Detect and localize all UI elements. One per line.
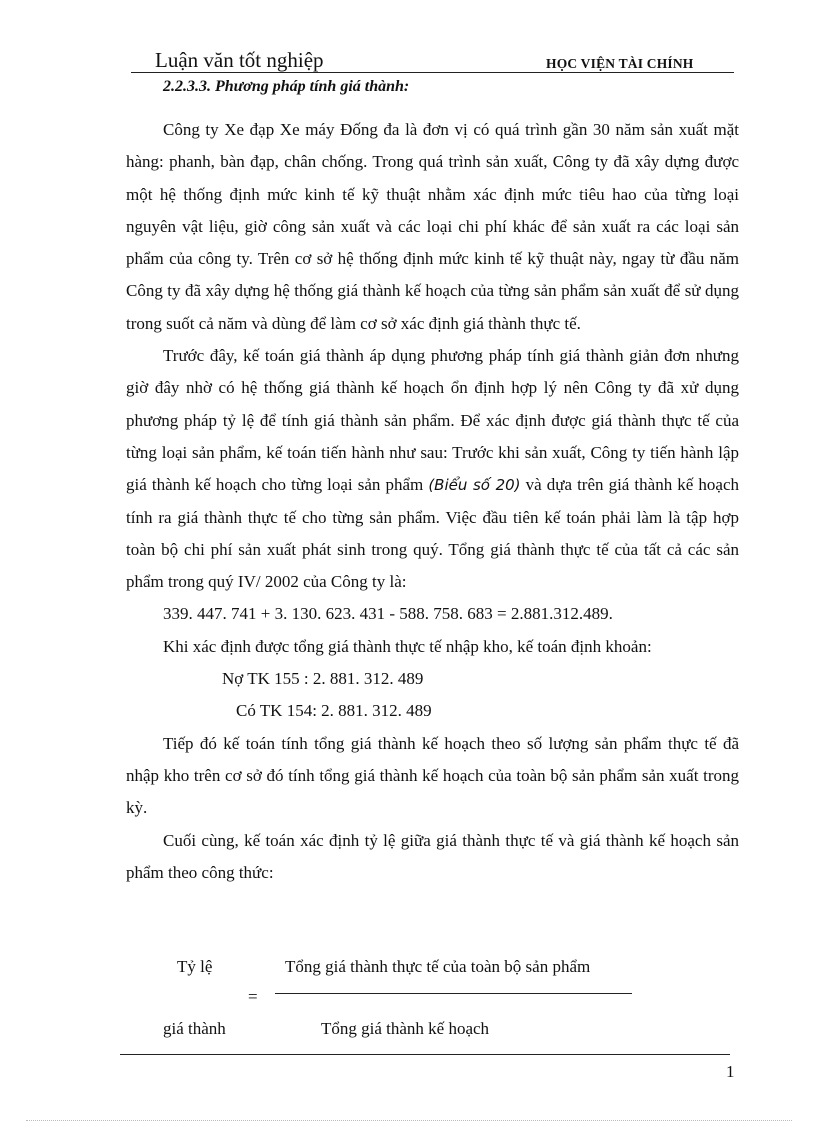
formula-numerator: Tổng giá thành thực tế của toàn bộ sản phẩm bbox=[285, 957, 591, 976]
paragraph-1: Công ty Xe đạp Xe máy Đống đa là đơn vị có quá trình gần 30 năm sản xuất mặt hàng: phanh, bàn đạp, chân chống. Trong quá trình sản xuất, Công ty đã xây dựng được một hệ thống định mức kinh tế kỹ thuật nhằm xác định mức tiêu hao của từng loại nguyên vật liệu, giờ công sản xuất và các loại chi phí khác để sản xuất ra các loại sản phẩm của công ty. Trên cơ sở hệ thống định mức kinh tế kỹ thuật này, ngay từ đầu năm Công ty đã xây dựng hệ thống giá thành kế hoạch của từng sản phẩm sản xuất để sử dụng trong suốt cả năm và dùng để làm cơ sở xác định giá thành thực tế. bbox=[126, 120, 739, 333]
figure-reference: (Biểu số 20) bbox=[428, 476, 521, 495]
header-institution: HỌC VIỆN TÀI CHÍNH bbox=[546, 56, 694, 71]
header-rule bbox=[131, 72, 734, 73]
page-number: 1 bbox=[726, 1062, 735, 1081]
formula-label-top: Tỷ lệ bbox=[177, 957, 213, 976]
section-heading: 2.2.3.3. Phương pháp tính giá thành: bbox=[163, 78, 410, 95]
paragraph-4: Tiếp đó kế toán tính tổng giá thành kế hoạch theo số lượng sản phẩm thực tế đã nhập kho trên cơ sở đó tính tổng giá thành kế hoạch của toàn bộ sản phẩm sản xuất trong kỳ. bbox=[126, 733, 739, 818]
paragraph-2-part-b: và dựa trên giá thành kế hoạch tính ra giá thành thực tế cho từng sản phẩm. Việc đầu tiên kế toán phải làm là tập hợp toàn bộ chi phí sản xuất phát sinh trong quý. Tổng giá thành thực tế của tất cả các sản phẩm trong quý IV/ 2002 của Công ty là: bbox=[126, 475, 740, 592]
footer-rule bbox=[120, 1054, 730, 1055]
paragraph-2 bbox=[126, 340, 739, 598]
paragraph-2-part-a: Trước đây, kế toán giá thành áp dụng phương pháp tính giá thành giản đơn nhưng giờ đây nhờ có hệ thống giá thành kế hoạch ổn định hợp lý nên Công ty đã xử dụng phương pháp tỷ lệ để tính giá thành sản phẩm. Để xác định được giá thành thực tế của từng loại sản phẩm, kế toán tiến hành như sau: Trước khi sản xuất, Công ty tiến hành lập giá thành kế hoạch cho từng loại sản phẩm bbox=[126, 346, 739, 495]
fraction-bar bbox=[275, 993, 632, 994]
journal-entry-debit: Nợ TK 155 : 2. 881. 312. 489 bbox=[222, 669, 424, 689]
header-title: Luận văn tốt nghiệp bbox=[155, 48, 324, 72]
body-text bbox=[126, 114, 739, 889]
paragraph-3: Khi xác định được tổng giá thành thực tế nhập kho, kế toán định khoản: bbox=[163, 636, 652, 656]
formula-denominator: Tổng giá thành kế hoạch bbox=[321, 1019, 490, 1038]
page-edge-dotted-line bbox=[26, 1120, 792, 1121]
journal-entry-credit: Có TK 154: 2. 881. 312. 489 bbox=[236, 701, 432, 721]
calculation-line: 339. 447. 741 + 3. 130. 623. 431 - 588. 758. 683 = 2.881.312.489. bbox=[163, 604, 613, 624]
paragraph-5: Cuối cùng, kế toán xác định tỷ lệ giữa giá thành thực tế và giá thành kế hoạch sản phẩm theo công thức: bbox=[126, 830, 739, 882]
formula-equals: = bbox=[248, 987, 258, 1006]
formula-label-bottom: giá thành bbox=[163, 1019, 226, 1038]
